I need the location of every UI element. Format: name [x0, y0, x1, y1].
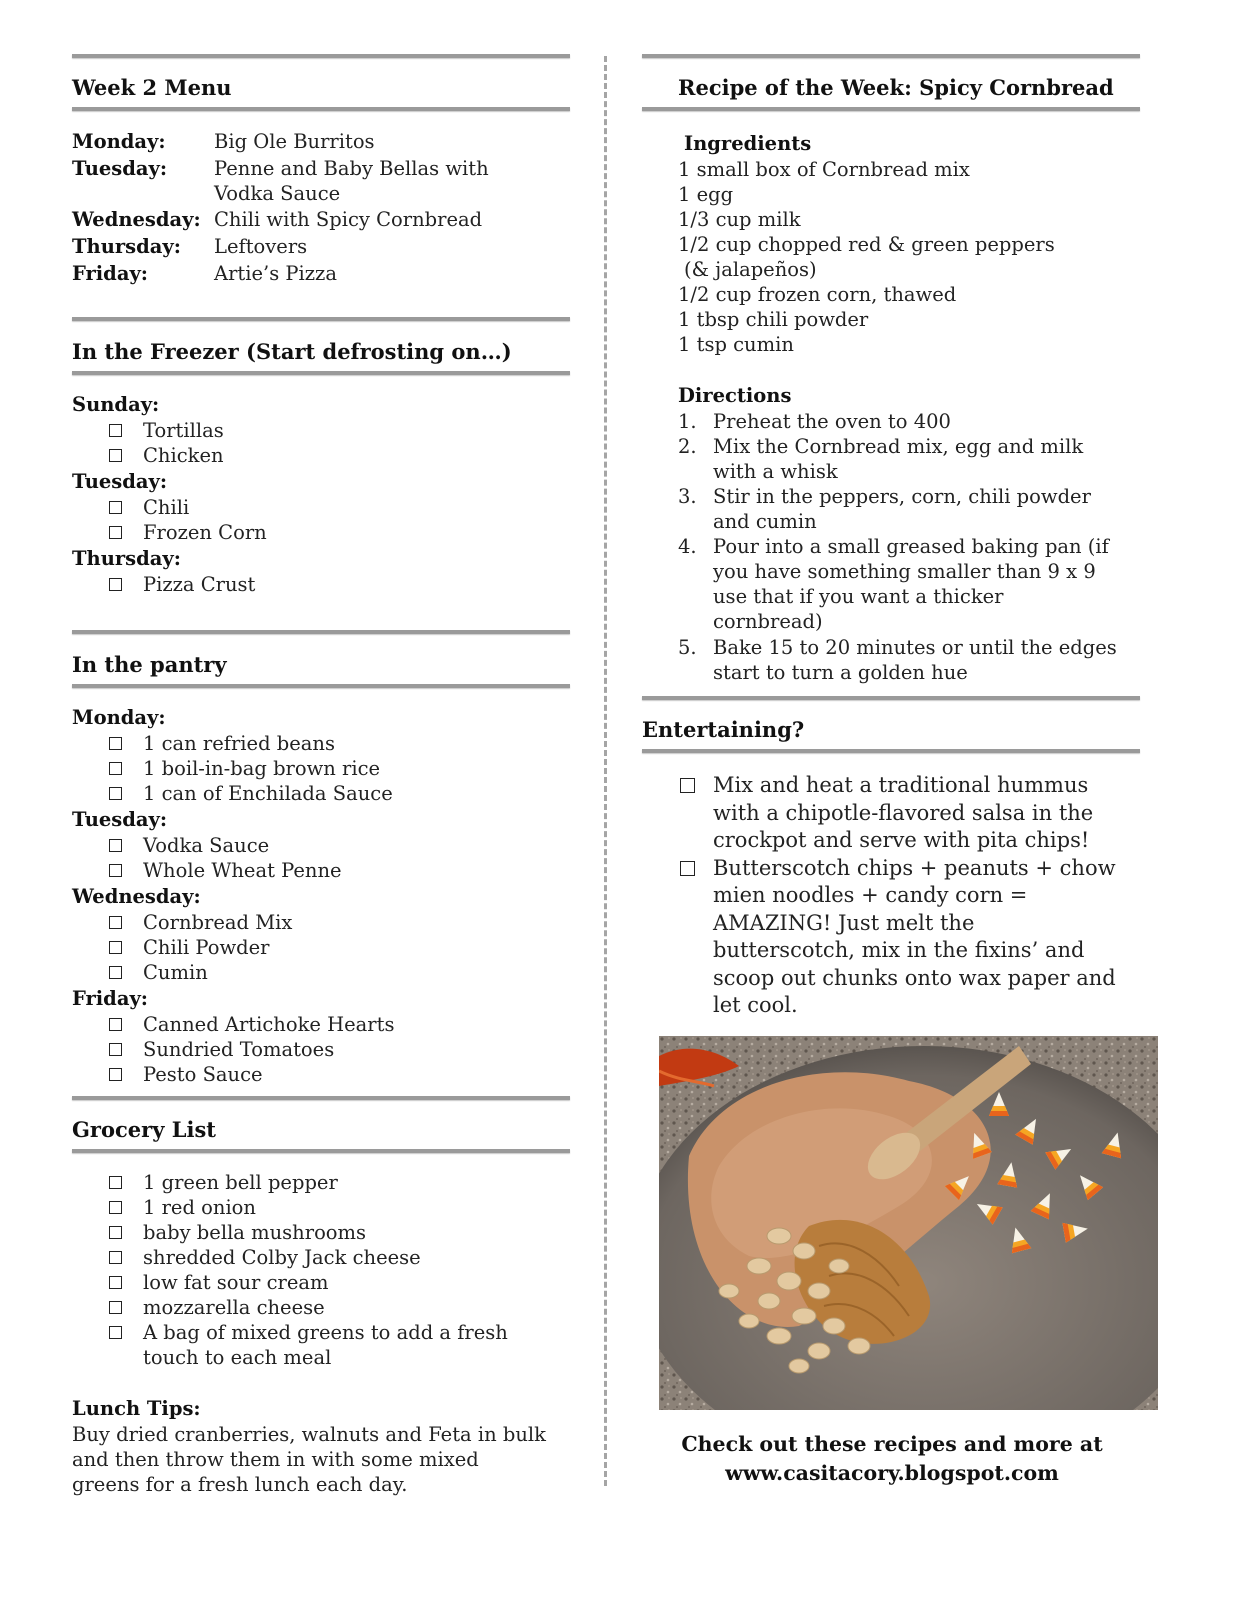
- checkbox[interactable]: [109, 1276, 122, 1289]
- checkbox[interactable]: [109, 941, 122, 954]
- menu-meal: Artie’s Pizza: [214, 262, 337, 285]
- ingredient: 1/3 cup milk: [678, 208, 801, 231]
- step-number: 1.: [678, 410, 697, 433]
- entertaining-title: Entertaining?: [642, 717, 805, 742]
- menu-title: Week 2 Menu: [72, 75, 232, 100]
- checkbox[interactable]: [109, 787, 122, 800]
- rule: [642, 696, 1140, 700]
- checkbox[interactable]: [109, 526, 122, 539]
- menu-day: Thursday:: [72, 235, 181, 258]
- entertaining-line: with a chipotle-flavored salsa in the: [713, 801, 1094, 825]
- pantry-day: Friday:: [72, 987, 148, 1010]
- checkbox[interactable]: [109, 1018, 122, 1031]
- menu-day: Monday:: [72, 130, 166, 153]
- checkbox[interactable]: [109, 864, 122, 877]
- pantry-title: In the pantry: [72, 652, 227, 677]
- ingredient: 1 egg: [678, 183, 734, 206]
- freezer-title: In the Freezer (Start defrosting on…): [72, 339, 512, 364]
- step-number: 3.: [678, 485, 697, 508]
- step-text: with a whisk: [713, 460, 838, 483]
- checkbox[interactable]: [109, 1326, 122, 1339]
- step-text: start to turn a golden hue: [713, 661, 968, 684]
- step-text: Stir in the peppers, corn, chili powder: [713, 485, 1091, 508]
- menu-meal: Penne and Baby Bellas with: [214, 157, 489, 180]
- checkbox[interactable]: [109, 737, 122, 750]
- step-number: 4.: [678, 535, 697, 558]
- column-divider: [604, 56, 607, 1486]
- grocery-item-continued: touch to each meal: [143, 1346, 332, 1369]
- snack-photo: [659, 1036, 1158, 1410]
- rule: [72, 317, 570, 321]
- step-text: Bake 15 to 20 minutes or until the edges: [713, 636, 1117, 659]
- ingredient: 1/2 cup frozen corn, thawed: [678, 283, 957, 306]
- step-text: Preheat the oven to 400: [713, 410, 951, 433]
- rule: [642, 107, 1140, 111]
- ingredient: 1/2 cup chopped red & green peppers: [678, 233, 1055, 256]
- recipe-title: Recipe of the Week: Spicy Cornbread: [678, 75, 1114, 100]
- checkbox[interactable]: [109, 1301, 122, 1314]
- rule: [72, 371, 570, 375]
- directions-title: Directions: [678, 384, 792, 407]
- ingredient: 1 small box of Cornbread mix: [678, 158, 970, 181]
- checkbox[interactable]: [109, 916, 122, 929]
- menu-day: Tuesday:: [72, 157, 168, 180]
- checkbox[interactable]: [109, 839, 122, 852]
- grocery-title: Grocery List: [72, 1117, 216, 1142]
- freezer-day: Thursday:: [72, 547, 181, 570]
- entertaining-line: mien noodles + candy corn =: [713, 883, 1028, 907]
- entertaining-line: butterscotch, mix in the fixins’ and: [713, 938, 1085, 962]
- pantry-day: Monday:: [72, 706, 166, 729]
- rule: [642, 54, 1140, 58]
- ingredients-title: Ingredients: [684, 132, 812, 155]
- step-text: you have something smaller than 9 x 9: [713, 560, 1096, 583]
- footer-link[interactable]: www.casitacory.blogspot.com: [725, 1461, 1059, 1485]
- checkbox[interactable]: [109, 1176, 122, 1189]
- entertaining-line: let cool.: [713, 993, 798, 1017]
- checkbox[interactable]: [680, 778, 695, 793]
- rule: [642, 749, 1140, 753]
- step-text: use that if you want a thicker: [713, 585, 1004, 608]
- step-text: Mix the Cornbread mix, egg and milk: [713, 435, 1084, 458]
- checkbox[interactable]: [109, 578, 122, 591]
- lunch-line: greens for a fresh lunch each day.: [72, 1473, 408, 1496]
- checkbox[interactable]: [680, 861, 695, 876]
- ingredient: 1 tsp cumin: [678, 333, 794, 356]
- lunch-title: Lunch Tips:: [72, 1397, 201, 1420]
- checkbox[interactable]: [109, 966, 122, 979]
- ingredient: 1 tbsp chili powder: [678, 308, 869, 331]
- footer-line: Check out these recipes and more at: [681, 1432, 1103, 1456]
- freezer-day: Sunday:: [72, 393, 160, 416]
- checkbox[interactable]: [109, 1043, 122, 1056]
- step-number: 2.: [678, 435, 697, 458]
- step-number: 5.: [678, 636, 697, 659]
- entertaining-line: crockpot and serve with pita chips!: [713, 828, 1090, 852]
- rule: [72, 107, 570, 111]
- checkbox[interactable]: [109, 1068, 122, 1081]
- menu-meal: Chili with Spicy Cornbread: [214, 208, 483, 231]
- menu-day: Friday:: [72, 262, 148, 285]
- checkbox[interactable]: [109, 1226, 122, 1239]
- pantry-day: Tuesday:: [72, 808, 168, 831]
- lunch-line: and then throw them in with some mixed: [72, 1448, 479, 1471]
- menu-meal: Big Ole Burritos: [214, 130, 375, 153]
- checkbox[interactable]: [109, 1251, 122, 1264]
- step-text: and cumin: [713, 510, 817, 533]
- entertaining-line: scoop out chunks onto wax paper and: [713, 966, 1116, 990]
- checkbox[interactable]: [109, 424, 122, 437]
- entertaining-line: AMAZING! Just melt the: [713, 911, 975, 935]
- menu-day: Wednesday:: [72, 208, 201, 231]
- rule: [72, 1149, 570, 1153]
- menu-meal: Leftovers: [214, 235, 308, 258]
- step-text: cornbread): [713, 610, 823, 633]
- step-text: Pour into a small greased baking pan (if: [713, 535, 1109, 558]
- rule: [72, 630, 570, 634]
- menu-meal: Vodka Sauce: [214, 182, 341, 205]
- checkbox[interactable]: [109, 449, 122, 462]
- ingredient: (& jalapeños): [684, 258, 817, 281]
- checkbox[interactable]: [109, 1201, 122, 1214]
- pantry-day: Wednesday:: [72, 885, 201, 908]
- rule: [72, 684, 570, 688]
- checkbox[interactable]: [109, 762, 122, 775]
- rule: [72, 54, 570, 58]
- rule: [72, 1096, 570, 1100]
- freezer-day: Tuesday:: [72, 470, 168, 493]
- checkbox[interactable]: [109, 501, 122, 514]
- lunch-line: Buy dried cranberries, walnuts and Feta in bulk: [72, 1423, 546, 1446]
